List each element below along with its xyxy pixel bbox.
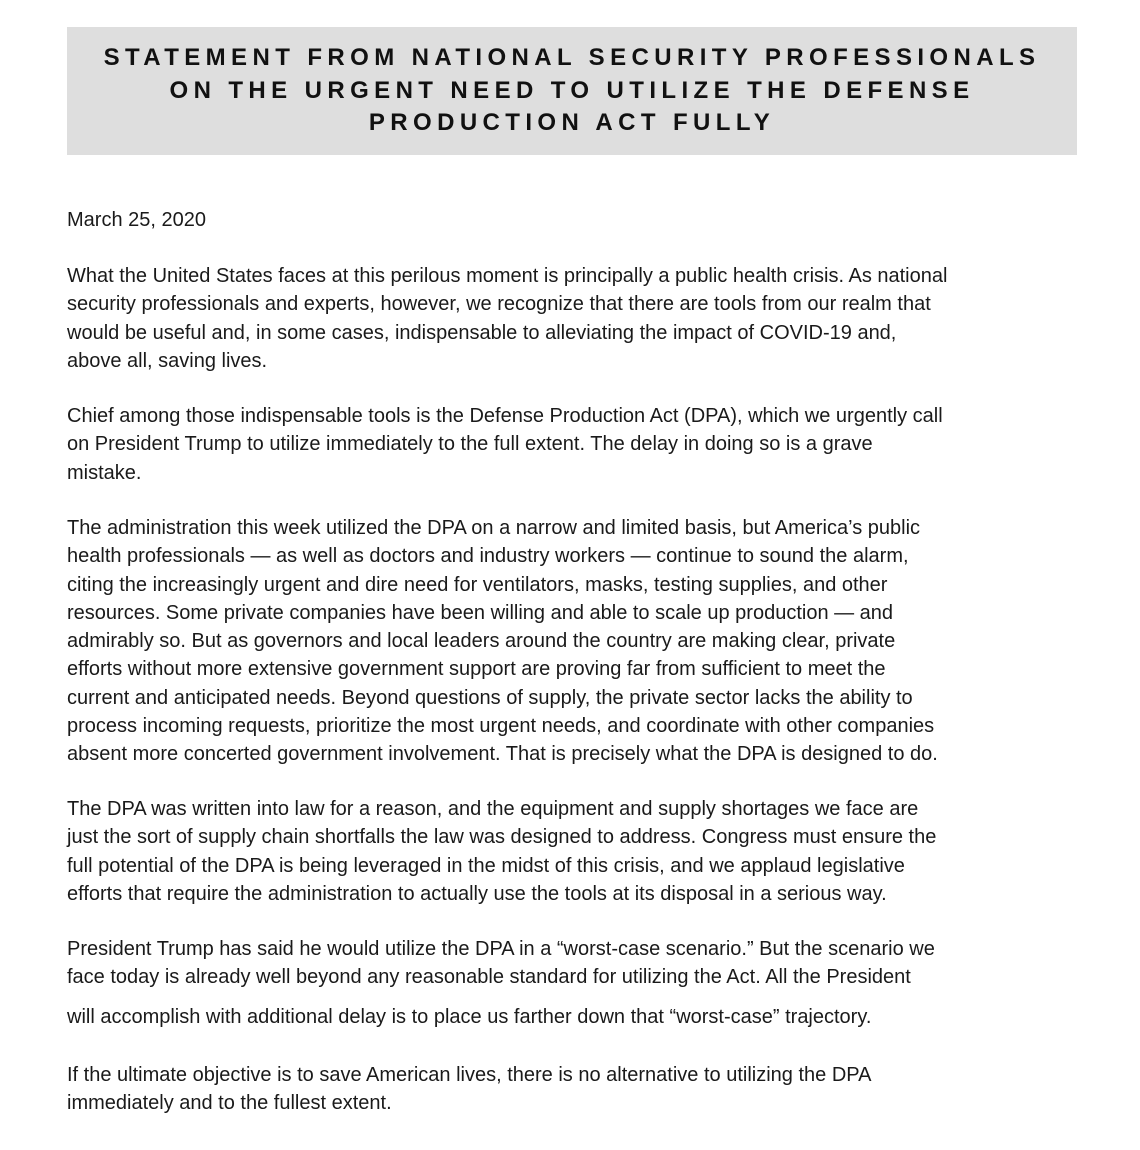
statement-title-line: STATEMENT FROM NATIONAL SECURITY PROFESSIONALS — [103, 44, 1041, 71]
paragraph-line: admirably so. But as governors and local leaders around the country are making clear, private — [67, 630, 896, 653]
paragraph-public-health-crisis — [67, 262, 947, 375]
paragraph-line: The administration this week utilized the DPA on a narrow and limited basis, but America’s public — [67, 517, 921, 539]
paragraph-administration-response — [67, 514, 938, 769]
statement-title-line: PRODUCTION ACT FULLY — [368, 109, 776, 136]
paragraph-line: The DPA was written into law for a reason, and the equipment and supply shortages we face are — [67, 798, 919, 820]
paragraph-line: If the ultimate objective is to save American lives, there is no alternative to utilizing the DPA — [67, 1064, 872, 1086]
paragraph-line: resources. Some private companies have been willing and able to scale up production — and — [67, 601, 894, 624]
paragraph-line: absent more concerted government involvement. That is precisely what the DPA is designed to do. — [67, 743, 938, 766]
paragraph-dpa-law — [67, 795, 936, 908]
paragraph-line: above all, saving lives. — [67, 349, 268, 372]
paragraph-line: efforts that require the administration to actually use the tools at its disposal in a serious way. — [67, 882, 887, 905]
paragraph-line: mistake. — [67, 461, 142, 484]
paragraph-line: efforts without more extensive government support are proving far from sufficient to meet the — [67, 658, 886, 681]
paragraph-line: health professionals — as well as doctors and industry workers — continue to sound the alarm, — [67, 545, 909, 568]
statement-title-line: ON THE URGENT NEED TO UTILIZE THE DEFENSE — [169, 76, 975, 104]
paragraph-line: What the United States faces at this perilous moment is principally a public health crisis. As national — [67, 265, 948, 287]
paragraph-dpa-call — [67, 402, 943, 487]
statement-title-banner — [67, 27, 1077, 155]
paragraph-line: just the sort of supply chain shortfalls the law was designed to address. Congress must ensure the — [67, 826, 937, 849]
paragraph-line: on President Trump to utilize immediately to the full extent. The delay in doing so is a grave — [67, 433, 873, 456]
statement-date: March 25, 2020 — [67, 209, 206, 231]
paragraph-line: citing the increasingly urgent and dire need for ventilators, masks, testing supplies, and other — [67, 573, 888, 596]
paragraph-line: security professionals and experts, however, we recognize that there are tools from our realm that — [67, 293, 931, 316]
paragraph-line: process incoming requests, prioritize the most urgent needs, and coordinate with other companies — [67, 715, 935, 738]
paragraph-line: would be useful and, in some cases, indispensable to alleviating the impact of COVID-19 and, — [67, 321, 897, 344]
paragraph-line: full potential of the DPA is being leveraged in the midst of this crisis, and we applaud legislative — [67, 854, 905, 877]
paragraph-line: President Trump has said he would utilize the DPA in a “worst-case scenario.” But the scenario we — [67, 938, 935, 960]
paragraph-line: Chief among those indispensable tools is the Defense Production Act (DPA), which we urgently call — [67, 405, 943, 427]
paragraph-line: immediately and to the fullest extent. — [67, 1092, 392, 1115]
paragraph-conclusion — [67, 1061, 871, 1118]
paragraph-line: face today is already well beyond any reasonable standard for utilizing the Act. All the President — [67, 966, 911, 989]
paragraph-line: will accomplish with additional delay is to place us farther down that “worst-case” trajectory. — [67, 1005, 872, 1028]
paragraph-worst-case — [67, 935, 935, 1031]
paragraph-line: current and anticipated needs. Beyond questions of supply, the private sector lacks the ability to — [67, 686, 913, 709]
